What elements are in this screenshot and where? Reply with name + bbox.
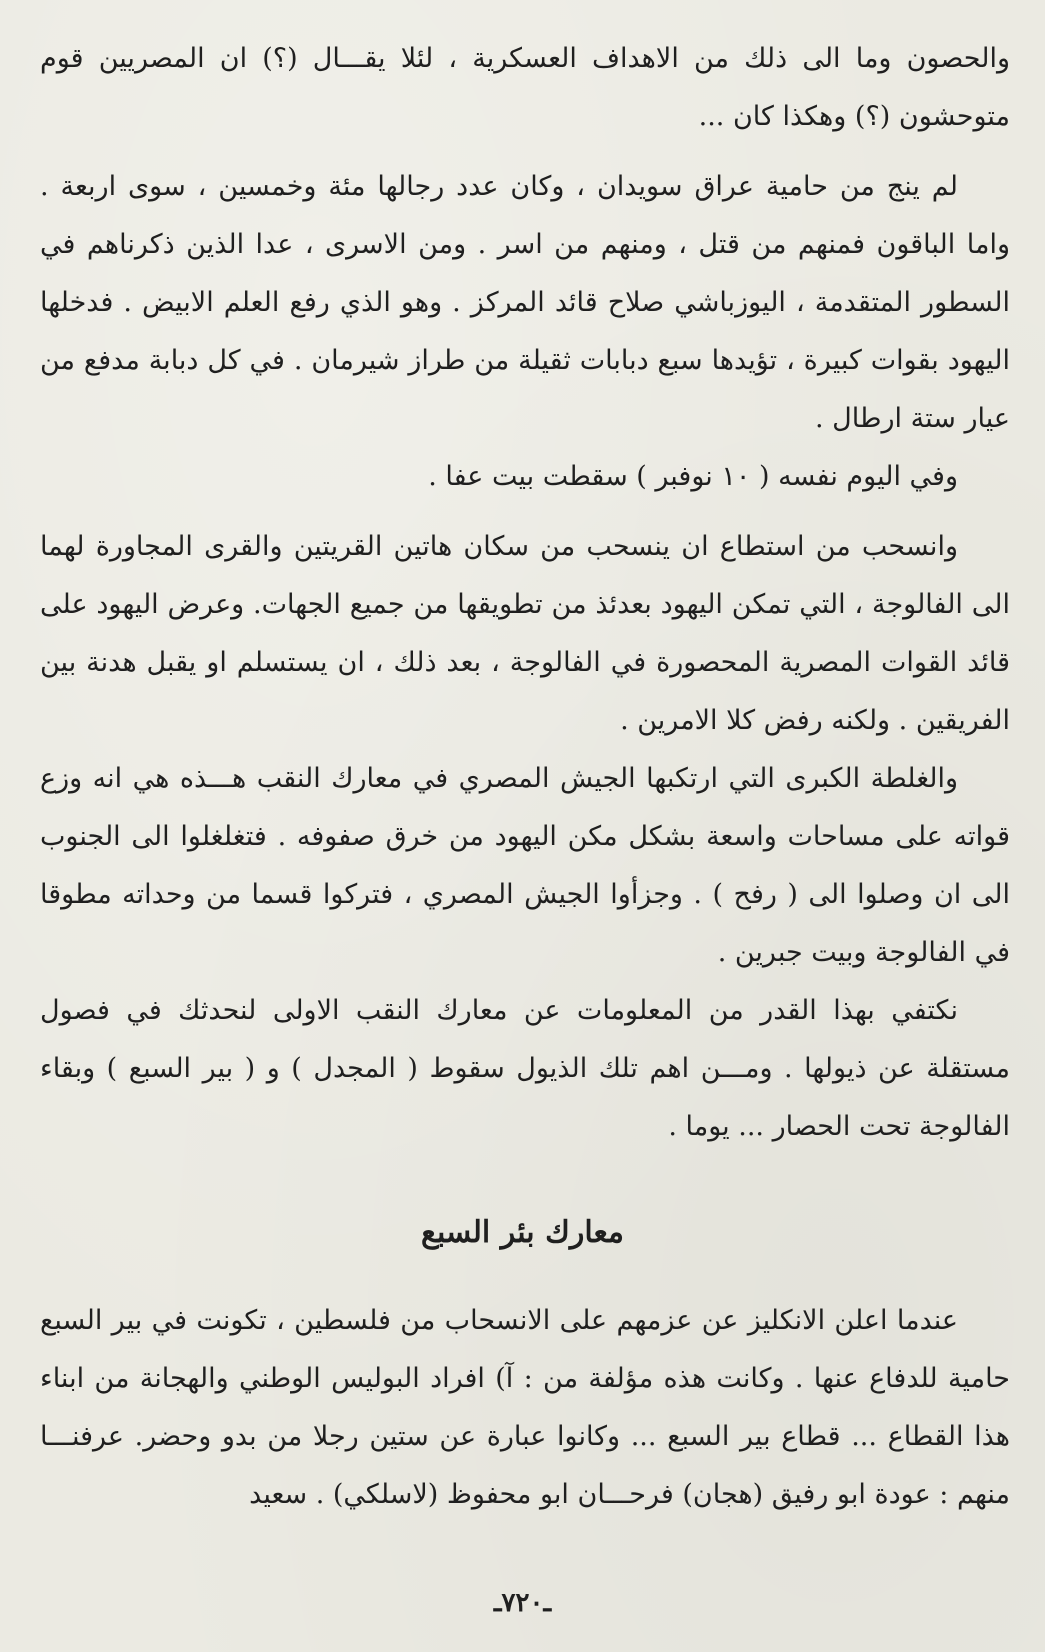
paragraph-6: نكتفي بهذا القدر من المعلومات عن معارك النقب الاولى لنحدثك في فصول مستقلة عن ذيولها . ومـــن اهم تلك الذيول سقوط ( المجدل ) و ( بير السبع ) وبقاء الفالوجة تحت الحصار ... يوما . [40,995,1010,1142]
paragraph-3: وفي اليوم نفسه ( ١٠ نوفبر ) سقطت بيت عفا . [428,461,958,492]
paragraph-5: والغلطة الكبرى التي ارتكبها الجيش المصري في معارك النقب هـــذه هي انه وزع قواته على مساحات واسعة بشكل مكن اليهود من خرق صفوفه . فتغلغلوا الى الجنوب الى ان وصلوا الى ( رفح ) . وجزأوا الجيش المصري ، فتركوا قسما من وحداته مطوقا في الفالوجة وبيت جبرين . [40,763,1010,968]
paragraph-4: وانسحب من استطاع ان ينسحب من سكان هاتين القريتين والقرى المجاورة لهما الى الفالوجة ، التي تمكن اليهود بعدئذ من تطويقها من جميع الجهات. وعرض اليهود على قائد القوات المصرية المحصورة في الفالوجة ، بعد ذلك ، ان يستسلم او يقبل هدنة بين الفريقين . ولكنه رفض كلا الامرين . [40,531,1010,736]
page-number: ـ٧٢٠ـ [493,1588,552,1618]
paragraph-2: لم ينج من حامية عراق سويدان ، وكان عدد رجالها مئة وخمسين ، سوى اربعة . واما الباقون فمنهم من قتل ، ومنهم من اسر . ومن الاسرى ، عدا الذين ذكرناهم في السطور المتقدمة ، اليوزباشي صلاح قائد المركز . وهو الذي رفع العلم الابيض . فدخلها اليهود بقوات كبيرة ، تؤيدها سبع دبابات ثقيلة من طراز شيرمان . في كل دبابة مدفع من عيار ستة ارطال . [40,171,1010,434]
body-text-bottom [40,1292,1010,1524]
body-text-top [40,30,1010,1156]
paragraph-7: عندما اعلن الانكليز عن عزمهم على الانسحاب من فلسطين ، تكونت في بير السبع حامية للدفاع عنها . وكانت هذه مؤلفة من : آ) افراد البوليس الوطني والهجانة من ابناء هذا القطاع ... قطاع بير السبع ... وكانوا عبارة عن ستين رجلا من بدو وحضر. عرفنـــا منهم : عودة ابو رفيق (هجان) فرحـــان ابو محفوظ (لاسلكي) . سعيد [40,1305,1010,1510]
section-heading: معارك بئر السبع [421,1215,624,1250]
paragraph-1: والحصون وما الى ذلك من الاهداف العسكرية ، لئلا يقـــال (؟) ان المصريين قوم متوحشون (؟) وهكذا كان ... [40,43,1010,132]
